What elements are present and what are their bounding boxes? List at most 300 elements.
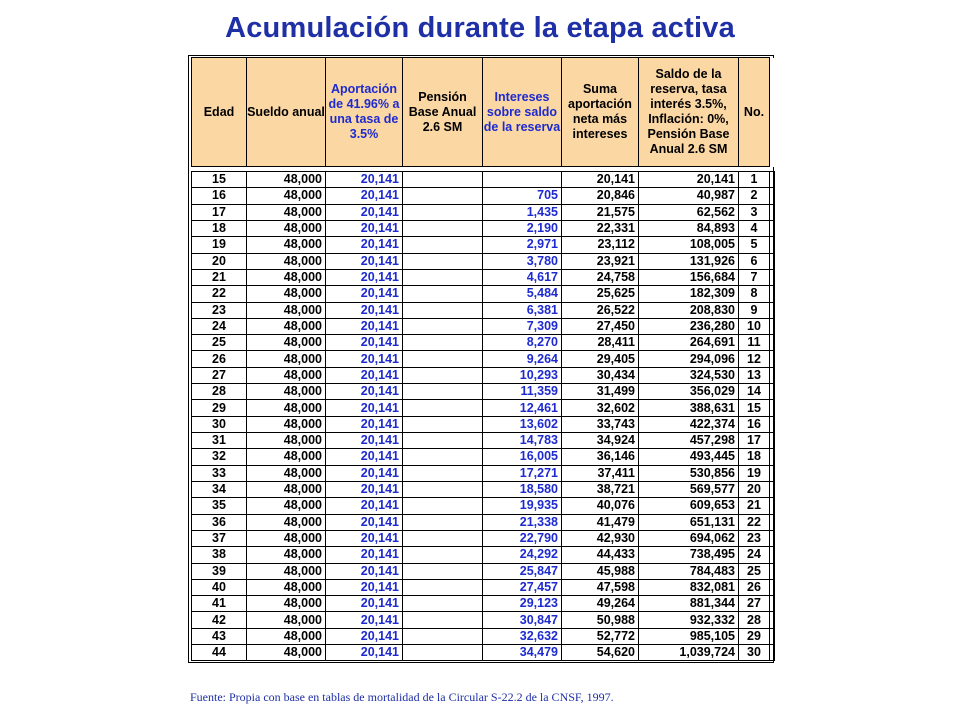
- cell-no: 4: [739, 220, 770, 236]
- cell-sueldo: 48,000: [247, 351, 326, 367]
- cell-spacer: [770, 384, 775, 400]
- cell-pension: [403, 286, 483, 302]
- cell-saldo: 784,483: [639, 563, 739, 579]
- cell-edad: 37: [192, 530, 247, 546]
- cell-edad: 17: [192, 204, 247, 220]
- cell-suma: 24,758: [562, 269, 639, 285]
- table-row: [192, 351, 775, 367]
- cell-suma: 20,141: [562, 172, 639, 188]
- cell-suma: 27,450: [562, 318, 639, 334]
- cell-sueldo: 48,000: [247, 449, 326, 465]
- cell-sueldo: 48,000: [247, 204, 326, 220]
- cell-aportacion: 20,141: [326, 351, 403, 367]
- header-no: No.: [739, 58, 770, 167]
- table-row: [192, 433, 775, 449]
- cell-saldo: 530,856: [639, 465, 739, 481]
- cell-spacer: [770, 465, 775, 481]
- cell-pension: [403, 400, 483, 416]
- cell-intereses: [483, 172, 562, 188]
- cell-edad: 38: [192, 547, 247, 563]
- cell-edad: 18: [192, 220, 247, 236]
- table-row: [192, 172, 775, 188]
- cell-spacer: [770, 563, 775, 579]
- header-spacer: [770, 58, 775, 167]
- table-row: [192, 269, 775, 285]
- cell-aportacion: 20,141: [326, 253, 403, 269]
- cell-saldo: 388,631: [639, 400, 739, 416]
- cell-sueldo: 48,000: [247, 612, 326, 628]
- cell-edad: 32: [192, 449, 247, 465]
- cell-aportacion: 20,141: [326, 416, 403, 432]
- cell-sueldo: 48,000: [247, 433, 326, 449]
- cell-spacer: [770, 612, 775, 628]
- header-pension: Pensión Base Anual 2.6 SM: [403, 58, 483, 167]
- cell-suma: 20,846: [562, 188, 639, 204]
- cell-edad: 44: [192, 645, 247, 661]
- cell-intereses: 34,479: [483, 645, 562, 661]
- cell-saldo: 156,684: [639, 269, 739, 285]
- cell-saldo: 932,332: [639, 612, 739, 628]
- table-row: [192, 449, 775, 465]
- cell-spacer: [770, 318, 775, 334]
- cell-saldo: 131,926: [639, 253, 739, 269]
- header-table: [191, 57, 775, 167]
- cell-suma: 50,988: [562, 612, 639, 628]
- cell-pension: [403, 628, 483, 644]
- cell-no: 21: [739, 498, 770, 514]
- cell-intereses: 2,971: [483, 237, 562, 253]
- cell-sueldo: 48,000: [247, 498, 326, 514]
- cell-aportacion: 20,141: [326, 220, 403, 236]
- table-row: [192, 612, 775, 628]
- cell-suma: 54,620: [562, 645, 639, 661]
- cell-pension: [403, 563, 483, 579]
- cell-aportacion: 20,141: [326, 628, 403, 644]
- cell-sueldo: 48,000: [247, 579, 326, 595]
- cell-sueldo: 48,000: [247, 220, 326, 236]
- table-row: [192, 188, 775, 204]
- cell-edad: 28: [192, 384, 247, 400]
- cell-sueldo: 48,000: [247, 563, 326, 579]
- cell-no: 29: [739, 628, 770, 644]
- cell-no: 25: [739, 563, 770, 579]
- cell-sueldo: 48,000: [247, 269, 326, 285]
- cell-edad: 16: [192, 188, 247, 204]
- cell-no: 28: [739, 612, 770, 628]
- cell-intereses: 29,123: [483, 596, 562, 612]
- cell-edad: 30: [192, 416, 247, 432]
- table-row: [192, 596, 775, 612]
- cell-intereses: 6,381: [483, 302, 562, 318]
- cell-sueldo: 48,000: [247, 547, 326, 563]
- cell-no: 20: [739, 481, 770, 497]
- cell-spacer: [770, 351, 775, 367]
- cell-aportacion: 20,141: [326, 384, 403, 400]
- cell-no: 2: [739, 188, 770, 204]
- cell-saldo: 20,141: [639, 172, 739, 188]
- table-row: [192, 514, 775, 530]
- header-intereses: Intereses sobre saldo de la reserva: [483, 58, 562, 167]
- cell-edad: 23: [192, 302, 247, 318]
- cell-suma: 21,575: [562, 204, 639, 220]
- cell-edad: 41: [192, 596, 247, 612]
- cell-spacer: [770, 237, 775, 253]
- cell-saldo: 493,445: [639, 449, 739, 465]
- cell-no: 8: [739, 286, 770, 302]
- cell-sueldo: 48,000: [247, 465, 326, 481]
- cell-pension: [403, 253, 483, 269]
- cell-pension: [403, 612, 483, 628]
- table-row: [192, 220, 775, 236]
- cell-spacer: [770, 547, 775, 563]
- data-table: [191, 171, 775, 661]
- cell-spacer: [770, 253, 775, 269]
- header-edad: Edad: [192, 58, 247, 167]
- cell-intereses: 19,935: [483, 498, 562, 514]
- cell-edad: 25: [192, 335, 247, 351]
- table-row: [192, 318, 775, 334]
- cell-spacer: [770, 449, 775, 465]
- cell-suma: 32,602: [562, 400, 639, 416]
- cell-suma: 52,772: [562, 628, 639, 644]
- cell-intereses: 25,847: [483, 563, 562, 579]
- cell-spacer: [770, 172, 775, 188]
- cell-aportacion: 20,141: [326, 367, 403, 383]
- table-row: [192, 335, 775, 351]
- cell-spacer: [770, 220, 775, 236]
- cell-suma: 42,930: [562, 530, 639, 546]
- cell-no: 1: [739, 172, 770, 188]
- table-row: [192, 498, 775, 514]
- cell-saldo: 108,005: [639, 237, 739, 253]
- cell-spacer: [770, 269, 775, 285]
- cell-saldo: 694,062: [639, 530, 739, 546]
- cell-aportacion: 20,141: [326, 481, 403, 497]
- cell-pension: [403, 269, 483, 285]
- cell-saldo: 264,691: [639, 335, 739, 351]
- cell-pension: [403, 237, 483, 253]
- cell-saldo: 422,374: [639, 416, 739, 432]
- cell-spacer: [770, 367, 775, 383]
- cell-pension: [403, 465, 483, 481]
- cell-sueldo: 48,000: [247, 645, 326, 661]
- cell-no: 30: [739, 645, 770, 661]
- cell-edad: 29: [192, 400, 247, 416]
- cell-intereses: 32,632: [483, 628, 562, 644]
- table-row: [192, 253, 775, 269]
- cell-no: 6: [739, 253, 770, 269]
- cell-pension: [403, 433, 483, 449]
- cell-intereses: 5,484: [483, 286, 562, 302]
- cell-pension: [403, 596, 483, 612]
- cell-suma: 25,625: [562, 286, 639, 302]
- cell-suma: 33,743: [562, 416, 639, 432]
- cell-pension: [403, 481, 483, 497]
- cell-edad: 24: [192, 318, 247, 334]
- cell-aportacion: 20,141: [326, 645, 403, 661]
- cell-sueldo: 48,000: [247, 481, 326, 497]
- cell-intereses: 4,617: [483, 269, 562, 285]
- cell-sueldo: 48,000: [247, 237, 326, 253]
- cell-saldo: 1,039,724: [639, 645, 739, 661]
- cell-intereses: 9,264: [483, 351, 562, 367]
- cell-pension: [403, 498, 483, 514]
- cell-aportacion: 20,141: [326, 286, 403, 302]
- cell-pension: [403, 449, 483, 465]
- cell-edad: 34: [192, 481, 247, 497]
- cell-pension: [403, 530, 483, 546]
- cell-pension: [403, 318, 483, 334]
- cell-pension: [403, 367, 483, 383]
- header-suma: Suma aportación neta más intereses: [562, 58, 639, 167]
- cell-saldo: 738,495: [639, 547, 739, 563]
- table-row: [192, 563, 775, 579]
- cell-aportacion: 20,141: [326, 465, 403, 481]
- cell-spacer: [770, 596, 775, 612]
- cell-aportacion: 20,141: [326, 514, 403, 530]
- cell-pension: [403, 579, 483, 595]
- cell-no: 5: [739, 237, 770, 253]
- cell-suma: 45,988: [562, 563, 639, 579]
- cell-sueldo: 48,000: [247, 416, 326, 432]
- cell-saldo: 324,530: [639, 367, 739, 383]
- cell-intereses: 10,293: [483, 367, 562, 383]
- cell-spacer: [770, 514, 775, 530]
- table-row: [192, 481, 775, 497]
- cell-no: 17: [739, 433, 770, 449]
- cell-suma: 37,411: [562, 465, 639, 481]
- cell-edad: 22: [192, 286, 247, 302]
- cell-aportacion: 20,141: [326, 302, 403, 318]
- cell-intereses: 30,847: [483, 612, 562, 628]
- cell-intereses: 22,790: [483, 530, 562, 546]
- cell-no: 24: [739, 547, 770, 563]
- cell-no: 26: [739, 579, 770, 595]
- table-row: [192, 384, 775, 400]
- cell-intereses: 17,271: [483, 465, 562, 481]
- cell-intereses: 11,359: [483, 384, 562, 400]
- cell-sueldo: 48,000: [247, 253, 326, 269]
- cell-intereses: 2,190: [483, 220, 562, 236]
- cell-intereses: 3,780: [483, 253, 562, 269]
- cell-aportacion: 20,141: [326, 172, 403, 188]
- table-row: [192, 204, 775, 220]
- cell-edad: 31: [192, 433, 247, 449]
- cell-no: 14: [739, 384, 770, 400]
- cell-intereses: 1,435: [483, 204, 562, 220]
- cell-intereses: 705: [483, 188, 562, 204]
- cell-aportacion: 20,141: [326, 433, 403, 449]
- cell-pension: [403, 220, 483, 236]
- table-row: [192, 367, 775, 383]
- source-note: Fuente: Propia con base en tablas de mortalidad de la Circular S-22.2 de la CNSF, 1997.: [190, 690, 614, 704]
- cell-saldo: 832,081: [639, 579, 739, 595]
- cell-suma: 28,411: [562, 335, 639, 351]
- cell-pension: [403, 302, 483, 318]
- cell-aportacion: 20,141: [326, 563, 403, 579]
- cell-pension: [403, 204, 483, 220]
- table-row: [192, 237, 775, 253]
- cell-pension: [403, 645, 483, 661]
- cell-aportacion: 20,141: [326, 269, 403, 285]
- cell-intereses: 21,338: [483, 514, 562, 530]
- cell-suma: 23,112: [562, 237, 639, 253]
- cell-intereses: 18,580: [483, 481, 562, 497]
- cell-no: 11: [739, 335, 770, 351]
- page-title: Acumulación durante la etapa activa: [225, 12, 735, 44]
- cell-saldo: 609,653: [639, 498, 739, 514]
- cell-sueldo: 48,000: [247, 530, 326, 546]
- cell-intereses: 16,005: [483, 449, 562, 465]
- cell-spacer: [770, 416, 775, 432]
- cell-sueldo: 48,000: [247, 367, 326, 383]
- cell-spacer: [770, 433, 775, 449]
- cell-sueldo: 48,000: [247, 172, 326, 188]
- cell-saldo: 881,344: [639, 596, 739, 612]
- cell-aportacion: 20,141: [326, 449, 403, 465]
- table-row: [192, 400, 775, 416]
- cell-suma: 23,921: [562, 253, 639, 269]
- cell-no: 13: [739, 367, 770, 383]
- cell-edad: 43: [192, 628, 247, 644]
- cell-aportacion: 20,141: [326, 596, 403, 612]
- table-row: [192, 416, 775, 432]
- table-row: [192, 530, 775, 546]
- cell-no: 10: [739, 318, 770, 334]
- cell-intereses: 24,292: [483, 547, 562, 563]
- cell-sueldo: 48,000: [247, 384, 326, 400]
- cell-saldo: 294,096: [639, 351, 739, 367]
- cell-suma: 26,522: [562, 302, 639, 318]
- cell-sueldo: 48,000: [247, 335, 326, 351]
- cell-pension: [403, 172, 483, 188]
- cell-saldo: 457,298: [639, 433, 739, 449]
- cell-edad: 39: [192, 563, 247, 579]
- cell-saldo: 182,309: [639, 286, 739, 302]
- cell-saldo: 985,105: [639, 628, 739, 644]
- table-row: [192, 645, 775, 661]
- cell-sueldo: 48,000: [247, 318, 326, 334]
- cell-no: 7: [739, 269, 770, 285]
- cell-aportacion: 20,141: [326, 530, 403, 546]
- cell-suma: 44,433: [562, 547, 639, 563]
- cell-pension: [403, 335, 483, 351]
- cell-saldo: 651,131: [639, 514, 739, 530]
- cell-edad: 36: [192, 514, 247, 530]
- cell-edad: 21: [192, 269, 247, 285]
- cell-suma: 29,405: [562, 351, 639, 367]
- cell-aportacion: 20,141: [326, 237, 403, 253]
- cell-pension: [403, 547, 483, 563]
- header-saldo: Saldo de la reserva, tasa interés 3.5%, Inflación: 0%, Pensión Base Anual 2.6 SM: [639, 58, 739, 167]
- cell-suma: 38,721: [562, 481, 639, 497]
- cell-no: 18: [739, 449, 770, 465]
- cell-saldo: 356,029: [639, 384, 739, 400]
- cell-spacer: [770, 645, 775, 661]
- cell-pension: [403, 384, 483, 400]
- cell-aportacion: 20,141: [326, 335, 403, 351]
- cell-edad: 33: [192, 465, 247, 481]
- cell-saldo: 569,577: [639, 481, 739, 497]
- cell-edad: 20: [192, 253, 247, 269]
- cell-edad: 35: [192, 498, 247, 514]
- cell-aportacion: 20,141: [326, 400, 403, 416]
- cell-sueldo: 48,000: [247, 596, 326, 612]
- cell-sueldo: 48,000: [247, 514, 326, 530]
- cell-no: 27: [739, 596, 770, 612]
- cell-saldo: 84,893: [639, 220, 739, 236]
- cell-spacer: [770, 400, 775, 416]
- cell-edad: 42: [192, 612, 247, 628]
- cell-suma: 41,479: [562, 514, 639, 530]
- cell-aportacion: 20,141: [326, 579, 403, 595]
- cell-aportacion: 20,141: [326, 188, 403, 204]
- cell-saldo: 208,830: [639, 302, 739, 318]
- cell-no: 16: [739, 416, 770, 432]
- cell-spacer: [770, 579, 775, 595]
- cell-suma: 31,499: [562, 384, 639, 400]
- cell-no: 9: [739, 302, 770, 318]
- cell-pension: [403, 416, 483, 432]
- cell-spacer: [770, 302, 775, 318]
- cell-suma: 47,598: [562, 579, 639, 595]
- cell-aportacion: 20,141: [326, 612, 403, 628]
- cell-spacer: [770, 188, 775, 204]
- cell-sueldo: 48,000: [247, 400, 326, 416]
- cell-spacer: [770, 628, 775, 644]
- cell-aportacion: 20,141: [326, 318, 403, 334]
- table-row: [192, 547, 775, 563]
- cell-spacer: [770, 286, 775, 302]
- cell-aportacion: 20,141: [326, 547, 403, 563]
- header-sueldo: Sueldo anual: [247, 58, 326, 167]
- cell-no: 15: [739, 400, 770, 416]
- cell-saldo: 236,280: [639, 318, 739, 334]
- header-aportacion: Aportación de 41.96% a una tasa de 3.5%: [326, 58, 403, 167]
- table-row: [192, 465, 775, 481]
- table-row: [192, 286, 775, 302]
- cell-intereses: 27,457: [483, 579, 562, 595]
- cell-sueldo: 48,000: [247, 188, 326, 204]
- cell-intereses: 12,461: [483, 400, 562, 416]
- cell-sueldo: 48,000: [247, 286, 326, 302]
- cell-pension: [403, 351, 483, 367]
- cell-no: 23: [739, 530, 770, 546]
- cell-spacer: [770, 530, 775, 546]
- cell-pension: [403, 188, 483, 204]
- cell-edad: 27: [192, 367, 247, 383]
- cell-no: 12: [739, 351, 770, 367]
- cell-sueldo: 48,000: [247, 628, 326, 644]
- cell-suma: 49,264: [562, 596, 639, 612]
- table-row: [192, 628, 775, 644]
- cell-saldo: 40,987: [639, 188, 739, 204]
- cell-edad: 40: [192, 579, 247, 595]
- cell-suma: 40,076: [562, 498, 639, 514]
- cell-no: 22: [739, 514, 770, 530]
- cell-intereses: 14,783: [483, 433, 562, 449]
- cell-pension: [403, 514, 483, 530]
- cell-no: 3: [739, 204, 770, 220]
- cell-edad: 26: [192, 351, 247, 367]
- cell-sueldo: 48,000: [247, 302, 326, 318]
- cell-intereses: 8,270: [483, 335, 562, 351]
- cell-aportacion: 20,141: [326, 204, 403, 220]
- cell-saldo: 62,562: [639, 204, 739, 220]
- cell-suma: 22,331: [562, 220, 639, 236]
- cell-suma: 30,434: [562, 367, 639, 383]
- cell-edad: 19: [192, 237, 247, 253]
